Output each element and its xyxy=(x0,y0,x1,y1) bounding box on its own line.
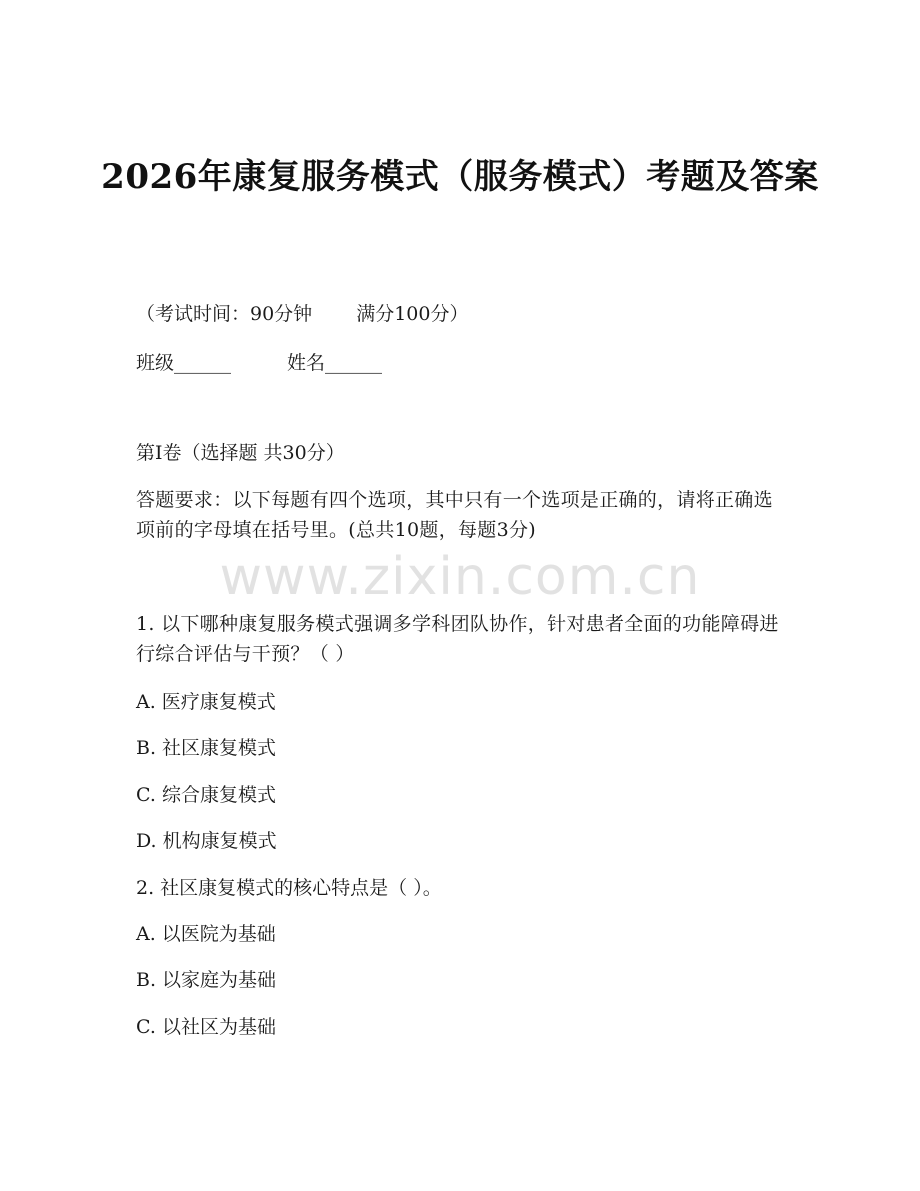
question-2-option-a: A. 以医院为基础 xyxy=(136,923,276,945)
exam-info-line xyxy=(136,301,468,327)
question-1-option-d: D. 机构康复模式 xyxy=(136,830,277,852)
question-2-stem: 2. 社区康复模式的核心特点是（ ）。 xyxy=(136,877,442,899)
name-field: 姓名______ xyxy=(287,352,383,374)
question-2-option-b: B. 以家庭为基础 xyxy=(136,969,277,991)
document-title: 2026年康复服务模式（服务模式）考题及答案 xyxy=(101,157,819,197)
watermark: www.zixin.com.cn xyxy=(219,547,701,607)
question-1-option-b: B. 社区康复模式 xyxy=(136,737,277,759)
question-1-stem: 1. 以下哪种康复服务模式强调多学科团队协作，针对患者全面的功能障碍进行综合评估与干预？（ ） xyxy=(136,613,779,665)
question-1-option-a: A. 医疗康复模式 xyxy=(136,691,276,713)
student-info-line xyxy=(136,350,382,376)
question-2-option-c: C. 以社区为基础 xyxy=(136,1016,276,1038)
exam-time: （考试时间：90分钟 xyxy=(136,303,313,325)
full-score: 满分100分） xyxy=(356,303,469,325)
section-title: 第I卷（选择题 共30分） xyxy=(136,442,345,464)
instructions: 答题要求：以下每题有四个选项，其中只有一个选项是正确的，请将正确选项前的字母填在括号里。(总共10题，每题3分) xyxy=(136,489,773,541)
class-field: 班级______ xyxy=(136,352,232,374)
question-1-option-c: C. 综合康复模式 xyxy=(136,784,276,806)
